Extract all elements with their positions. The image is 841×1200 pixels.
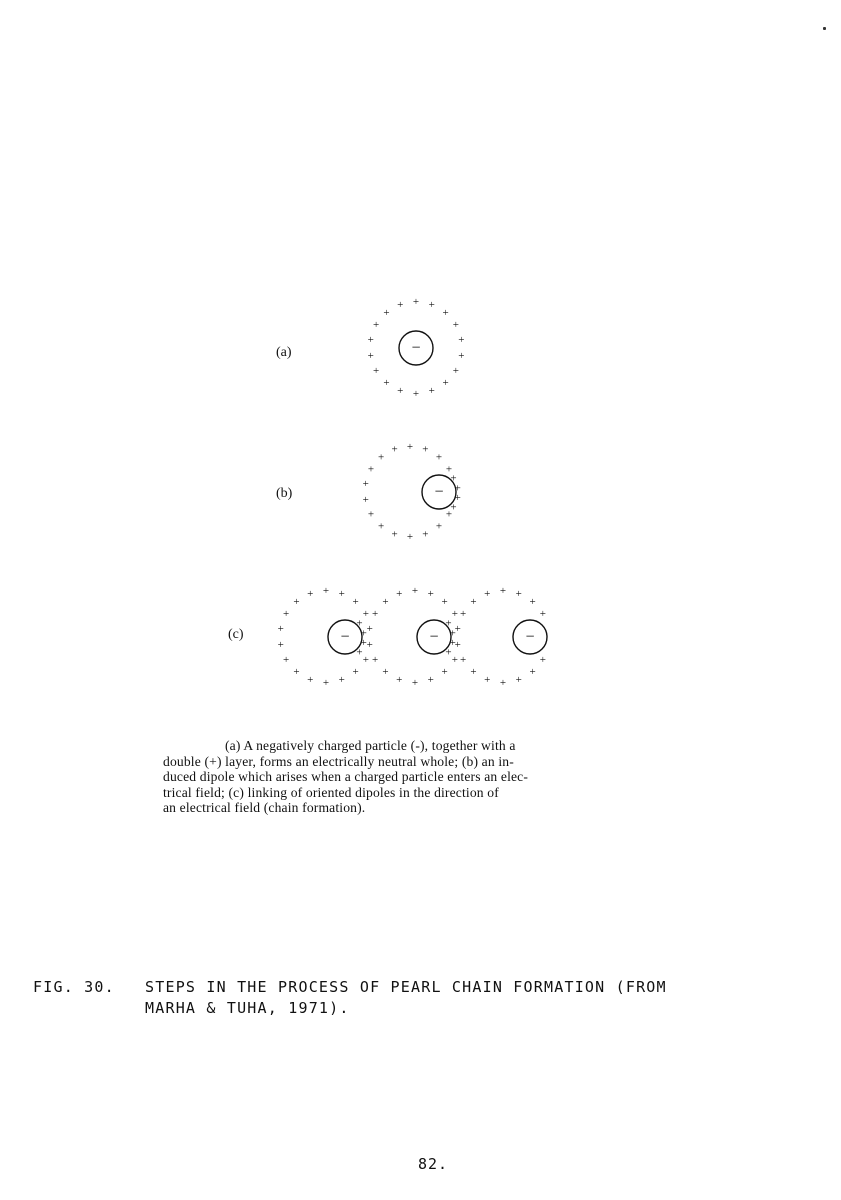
minus-sign: − (340, 628, 350, 646)
plus-sign: + (356, 617, 363, 630)
plus-sign: + (360, 627, 367, 640)
plus-sign: + (450, 472, 457, 485)
figure-caption (163, 738, 683, 816)
plus-sign: + (422, 443, 429, 456)
plus-sign: + (372, 654, 379, 666)
plus-sign: + (366, 638, 373, 651)
plus-sign: + (406, 531, 414, 543)
plus-sign: + (367, 334, 374, 347)
plus-sign: + (484, 587, 491, 600)
plus-sign: + (322, 585, 330, 597)
plus-sign: + (307, 587, 314, 600)
caption-line: trical field; (c) linking of oriented dipoles in the direction of (163, 784, 499, 800)
plus-sign: + (445, 463, 453, 476)
plus-sign: + (499, 585, 507, 597)
plus-sign: + (352, 595, 359, 608)
plus-sign: + (460, 654, 467, 666)
plus-sign: + (372, 608, 379, 620)
panel-label-a: (a) (276, 345, 292, 360)
plus-sign: + (293, 595, 300, 608)
plus-sign: + (428, 385, 435, 398)
plus-sign: + (539, 654, 546, 666)
plus-sign: + (427, 587, 434, 600)
plus-sign: + (529, 595, 536, 608)
figure-title-line-2: MARHA & TUHA, 1971). (145, 999, 350, 1017)
plus-sign: + (367, 508, 375, 521)
plus-sign: + (515, 587, 522, 600)
caption-line: duced dipole which arises when a charged particle enters an elec- (163, 769, 529, 784)
plus-sign: + (441, 666, 448, 679)
plus-sign: + (515, 674, 522, 687)
plus-sign: + (445, 617, 452, 630)
plus-sign: + (442, 377, 449, 390)
plus-sign: + (397, 385, 404, 398)
plus-sign: + (322, 677, 330, 689)
plus-sign: + (454, 491, 461, 504)
plus-sign: + (452, 319, 459, 331)
plus-sign: + (406, 441, 414, 453)
plus-sign: + (396, 674, 403, 687)
plus-sign: + (391, 528, 398, 541)
plus-sign: + (277, 623, 284, 636)
plus-sign: + (397, 298, 404, 311)
plus-sign: + (377, 520, 385, 533)
plus-sign: + (441, 595, 448, 608)
plus-sign: + (373, 365, 380, 377)
plus-sign: + (382, 666, 389, 679)
plus-sign: + (283, 654, 290, 666)
plus-sign: + (366, 623, 373, 636)
plus-sign: + (283, 608, 290, 620)
plus-sign: + (362, 478, 369, 491)
plus-sign: + (377, 451, 385, 464)
plus-sign: + (362, 493, 369, 506)
plus-sign: + (277, 638, 284, 651)
plus-sign: + (383, 306, 390, 319)
figure-marks (278, 296, 547, 689)
figure-number: FIG. 30. (33, 978, 115, 996)
plus-sign: + (396, 587, 403, 600)
plus-sign: + (499, 677, 507, 689)
plus-sign: + (454, 623, 461, 636)
caption-line: an electrical field (chain formation). (163, 800, 366, 815)
minus-sign: − (411, 339, 421, 357)
plus-sign: + (411, 677, 419, 689)
plus-sign: + (382, 595, 389, 608)
plus-sign: + (529, 666, 536, 679)
page-number: 82. (418, 1155, 449, 1173)
figure-title (33, 977, 793, 1019)
plus-sign: + (352, 666, 359, 679)
minus-sign: − (429, 628, 439, 646)
plus-sign: + (435, 451, 443, 464)
plus-sign: + (452, 365, 459, 377)
minus-sign: − (525, 628, 535, 646)
plus-sign: + (445, 508, 453, 521)
plus-sign: + (412, 296, 420, 308)
plus-sign: + (470, 595, 477, 608)
plus-sign: + (373, 319, 380, 331)
plus-sign: + (362, 608, 369, 620)
plus-sign: + (338, 587, 345, 600)
plus-sign: + (362, 654, 369, 666)
plus-sign: + (460, 608, 467, 620)
panel-label-c: (c) (228, 627, 244, 642)
plus-sign: + (454, 638, 461, 651)
plus-sign: + (484, 674, 491, 687)
minus-sign: − (434, 483, 444, 501)
plus-sign: + (458, 334, 465, 347)
plus-sign: + (451, 654, 458, 666)
plus-sign: + (367, 463, 375, 476)
plus-sign: + (454, 482, 461, 495)
plus-sign: + (293, 666, 300, 679)
plus-sign: + (356, 646, 363, 659)
plus-sign: + (451, 608, 458, 620)
plus-sign: + (435, 520, 443, 533)
plus-sign: + (450, 501, 457, 514)
plus-sign: + (442, 306, 449, 319)
plus-sign: + (539, 608, 546, 620)
figure-title-line-1: STEPS IN THE PROCESS OF PEARL CHAIN FORMATION (FROM (145, 978, 667, 996)
plus-sign: + (367, 349, 374, 362)
plus-sign: + (449, 636, 456, 649)
plus-sign: + (412, 388, 420, 400)
caption-line: double (+) layer, forms an electrically neutral whole; (b) an in- (163, 753, 514, 769)
plus-sign: + (445, 646, 452, 659)
plus-sign: + (458, 349, 465, 362)
plus-sign: + (411, 585, 419, 597)
plus-sign: + (427, 674, 434, 687)
plus-sign: + (391, 443, 398, 456)
plus-sign: + (449, 627, 456, 640)
caption-line: (a) A negatively charged particle (-), together with a (225, 738, 516, 753)
plus-sign: + (307, 674, 314, 687)
panel-label-b: (b) (276, 486, 293, 501)
plus-sign: + (428, 298, 435, 311)
plus-sign: + (422, 528, 429, 541)
plus-sign: + (383, 377, 390, 390)
plus-sign: + (360, 636, 367, 649)
plus-sign: + (470, 666, 477, 679)
plus-sign: + (338, 674, 345, 687)
